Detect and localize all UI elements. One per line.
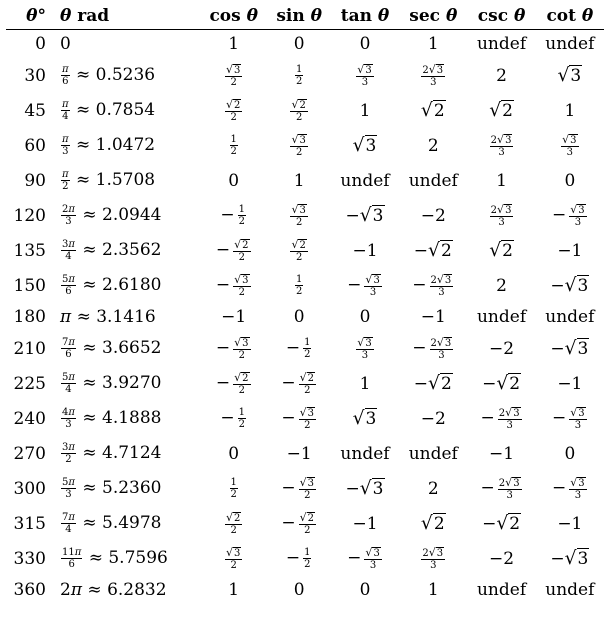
- cell-cot: 0: [564, 443, 576, 464]
- cell-sec: 2: [427, 135, 439, 156]
- cell-radians: $\frac{7\pi}{4}$ ≈ 5.4978: [62, 512, 162, 535]
- cell-sec: 1: [427, 580, 439, 600]
- cell-sin: − $\frac{√3}{2}$: [281, 405, 314, 431]
- table-row: [6, 303, 604, 331]
- cell-cot: 0: [564, 170, 576, 191]
- cell-csc: √2: [489, 100, 513, 121]
- cell-cot: −√3: [550, 548, 589, 569]
- cell-radians: $\frac{11\pi}{6}$ ≈ 5.7596: [62, 547, 168, 570]
- cell-cos: − $\frac{1}{2}$: [220, 204, 246, 227]
- cell-radians: $\frac{3\pi}{4}$ ≈ 2.3562: [62, 239, 162, 262]
- cell-sec: √2: [420, 513, 445, 534]
- cell-radians: $\frac{\pi}{6}$ ≈ 0.5236: [62, 64, 156, 87]
- cell-sin: −1: [286, 443, 312, 464]
- cell-cot: − $\frac{√3}{3}$: [552, 475, 585, 501]
- header-csc: csc θ: [477, 6, 526, 26]
- cell-radians: $\frac{2\pi}{3}$ ≈ 2.0944: [62, 204, 162, 227]
- cell-cos: −1: [221, 307, 247, 327]
- cell-cos: − $\frac{√3}{2}$: [215, 335, 249, 361]
- cell-cos: − $\frac{√2}{2}$: [215, 237, 249, 263]
- cell-sin: $\frac{1}{2}$: [295, 274, 303, 297]
- cell-cos: $\frac{1}{2}$: [230, 134, 237, 157]
- cell-degrees: 135: [13, 240, 46, 261]
- cell-sec: 1: [427, 34, 439, 54]
- cell-tan: $\frac{√3}{3}$: [357, 335, 372, 361]
- cell-sec: −√2: [413, 373, 452, 394]
- cell-degrees: 300: [13, 478, 46, 499]
- cell-cot: undef: [545, 307, 595, 327]
- cell-csc: $\frac{2√3}{3}$: [490, 132, 512, 158]
- table-row: [6, 576, 604, 604]
- cell-tan: undef: [340, 170, 390, 191]
- cell-tan: 0: [359, 307, 371, 327]
- cell-sin: $\frac{1}{2}$: [295, 64, 303, 87]
- cell-sin: 0: [293, 34, 305, 54]
- trig-values-table: [6, 3, 604, 604]
- header-radians: θ rad: [60, 6, 110, 26]
- table-row: [6, 366, 604, 401]
- cell-radians: $\frac{3\pi}{2}$ ≈ 4.7124: [62, 442, 162, 465]
- cell-radians: $\frac{7\pi}{6}$ ≈ 3.6652: [62, 337, 162, 360]
- cell-tan: √3: [352, 135, 377, 156]
- cell-degrees: 315: [13, 513, 46, 534]
- cell-tan: 0: [359, 34, 371, 54]
- table-row: [6, 471, 604, 506]
- cell-csc: 2: [496, 275, 507, 296]
- header-sin: sin θ: [276, 6, 322, 26]
- cell-cot: −√3: [550, 275, 589, 296]
- cell-cos: $\frac{√2}{2}$: [226, 510, 241, 536]
- cell-sin: − $\frac{1}{2}$: [285, 337, 311, 360]
- cell-csc: −2: [489, 338, 515, 359]
- table-row: [6, 506, 604, 541]
- cell-tan: −1: [352, 240, 378, 261]
- table-row: [6, 30, 604, 59]
- cell-cot: √3: [557, 65, 582, 86]
- table-row: [6, 331, 604, 366]
- cell-cot: undef: [545, 34, 595, 54]
- cell-degrees: 240: [13, 408, 46, 429]
- cell-sec: − $\frac{2√3}{3}$: [412, 272, 452, 298]
- cell-csc: −2: [489, 548, 515, 569]
- cell-degrees: 270: [13, 443, 46, 464]
- cell-sin: $\frac{√2}{2}$: [291, 237, 306, 263]
- cell-radians: $\frac{\pi}{3}$ ≈ 1.0472: [62, 134, 156, 157]
- cell-degrees: 120: [13, 205, 46, 226]
- cell-radians: $\frac{4\pi}{3}$ ≈ 4.1888: [62, 407, 162, 430]
- table-row: [6, 233, 604, 268]
- cell-sec: −1: [420, 307, 446, 327]
- cell-degrees: 60: [24, 135, 46, 156]
- cell-degrees: 30: [24, 65, 46, 86]
- cell-degrees: 330: [13, 548, 46, 569]
- cell-tan: − $\frac{√3}{3}$: [347, 272, 380, 298]
- cell-sec: undef: [408, 443, 458, 464]
- cell-csc: −1: [489, 443, 515, 464]
- cell-csc: 1: [496, 170, 507, 191]
- table-body: [6, 30, 604, 605]
- cell-degrees: 90: [24, 170, 46, 191]
- cell-csc: undef: [476, 307, 527, 327]
- table-row: [6, 93, 604, 128]
- cell-cos: − $\frac{1}{2}$: [220, 407, 246, 430]
- cell-sin: 0: [293, 307, 305, 327]
- cell-csc: −√2: [482, 373, 521, 394]
- cell-sec: undef: [408, 170, 458, 191]
- table-row: [6, 268, 604, 303]
- cell-sin: − $\frac{√2}{2}$: [281, 370, 314, 396]
- header-cot: cot θ: [546, 6, 594, 26]
- cell-csc: −√2: [482, 513, 521, 534]
- cell-sin: 1: [293, 170, 305, 191]
- cell-cot: − $\frac{√3}{3}$: [552, 202, 585, 228]
- cell-csc: 2: [496, 65, 507, 86]
- cell-cot: −√3: [550, 338, 589, 359]
- header-degrees: θ°: [26, 6, 46, 26]
- cell-radians: $\frac{5\pi}{4}$ ≈ 3.9270: [62, 372, 162, 395]
- cell-sin: − $\frac{√3}{2}$: [281, 475, 314, 501]
- cell-tan: 0: [359, 580, 371, 600]
- cell-sin: − $\frac{√2}{2}$: [281, 510, 314, 536]
- cell-degrees: 45: [24, 100, 46, 121]
- cell-tan: −√3: [345, 205, 384, 226]
- cell-cot: − $\frac{√3}{3}$: [552, 405, 585, 431]
- cell-degrees: 210: [13, 338, 46, 359]
- cell-cos: $\frac{√3}{2}$: [226, 545, 241, 571]
- cell-radians: $\frac{\pi}{4}$ ≈ 0.7854: [62, 99, 156, 122]
- cell-sec: 2: [427, 478, 439, 499]
- header-tan: tan θ: [340, 6, 390, 26]
- cell-csc: undef: [476, 34, 527, 54]
- cell-tan: undef: [340, 443, 390, 464]
- cell-sec: √2: [420, 100, 445, 121]
- header-cos: cos θ: [209, 6, 258, 26]
- cell-cos: 0: [228, 170, 240, 191]
- cell-radians: 2π ≈ 6.2832: [60, 580, 167, 600]
- cell-cot: undef: [545, 580, 595, 600]
- cell-degrees: 360: [13, 580, 46, 600]
- cell-sec: $\frac{2√3}{3}$: [422, 545, 444, 571]
- cell-csc: $\frac{2√3}{3}$: [490, 202, 512, 228]
- header-row: [6, 3, 604, 30]
- table-row: [6, 58, 604, 93]
- cell-sin: 0: [293, 580, 305, 600]
- cell-degrees: 150: [13, 275, 46, 296]
- cell-tan: $\frac{√3}{3}$: [357, 62, 372, 88]
- cell-tan: √3: [352, 408, 377, 429]
- cell-tan: − $\frac{√3}{3}$: [347, 545, 380, 571]
- cell-sin: − $\frac{1}{2}$: [285, 547, 311, 570]
- cell-radians: $\frac{5\pi}{3}$ ≈ 5.2360: [62, 477, 162, 500]
- cell-sin: $\frac{√3}{2}$: [291, 132, 306, 158]
- cell-cot: 1: [564, 100, 576, 121]
- cell-cos: − $\frac{√3}{2}$: [215, 272, 249, 298]
- cell-cos: $\frac{√2}{2}$: [226, 97, 241, 123]
- cell-tan: −√3: [345, 478, 384, 499]
- cell-csc: − $\frac{2√3}{3}$: [480, 475, 520, 501]
- cell-radians: $\frac{5\pi}{6}$ ≈ 2.6180: [62, 274, 162, 297]
- cell-sec: −2: [420, 205, 446, 226]
- header-sec: sec θ: [409, 6, 458, 26]
- cell-csc: undef: [476, 580, 527, 600]
- cell-csc: √2: [489, 240, 513, 261]
- cell-cos: 0: [228, 443, 240, 464]
- cell-sec: −√2: [413, 240, 452, 261]
- cell-cot: $\frac{√3}{3}$: [562, 132, 577, 158]
- cell-radians: π ≈ 3.1416: [60, 307, 156, 327]
- table-row: [6, 401, 604, 436]
- cell-cot: −1: [557, 513, 583, 534]
- table-row: [6, 541, 604, 576]
- cell-radians: 0: [60, 34, 71, 54]
- table-row: [6, 163, 604, 198]
- cell-tan: 1: [359, 100, 371, 121]
- cell-sec: $\frac{2√3}{3}$: [422, 62, 444, 88]
- cell-degrees: 0: [35, 34, 46, 54]
- cell-degrees: 225: [13, 373, 46, 394]
- cell-radians: $\frac{\pi}{2}$ ≈ 1.5708: [62, 169, 156, 192]
- cell-sec: − $\frac{2√3}{3}$: [412, 335, 452, 361]
- table-row: [6, 198, 604, 233]
- table-row: [6, 436, 604, 471]
- cell-cot: −1: [557, 373, 583, 394]
- cell-tan: 1: [359, 373, 371, 394]
- cell-cos: 1: [228, 580, 240, 600]
- cell-cos: 1: [228, 34, 240, 54]
- cell-sec: −2: [420, 408, 446, 429]
- cell-sin: $\frac{√2}{2}$: [291, 97, 306, 123]
- cell-sin: $\frac{√3}{2}$: [291, 202, 306, 228]
- cell-cos: $\frac{√3}{2}$: [226, 62, 241, 88]
- cell-cot: −1: [557, 240, 583, 261]
- cell-csc: − $\frac{2√3}{3}$: [480, 405, 520, 431]
- cell-cos: − $\frac{√2}{2}$: [215, 370, 249, 396]
- cell-cos: $\frac{1}{2}$: [230, 477, 237, 500]
- cell-degrees: 180: [13, 307, 46, 327]
- table-row: [6, 128, 604, 163]
- cell-tan: −1: [352, 513, 378, 534]
